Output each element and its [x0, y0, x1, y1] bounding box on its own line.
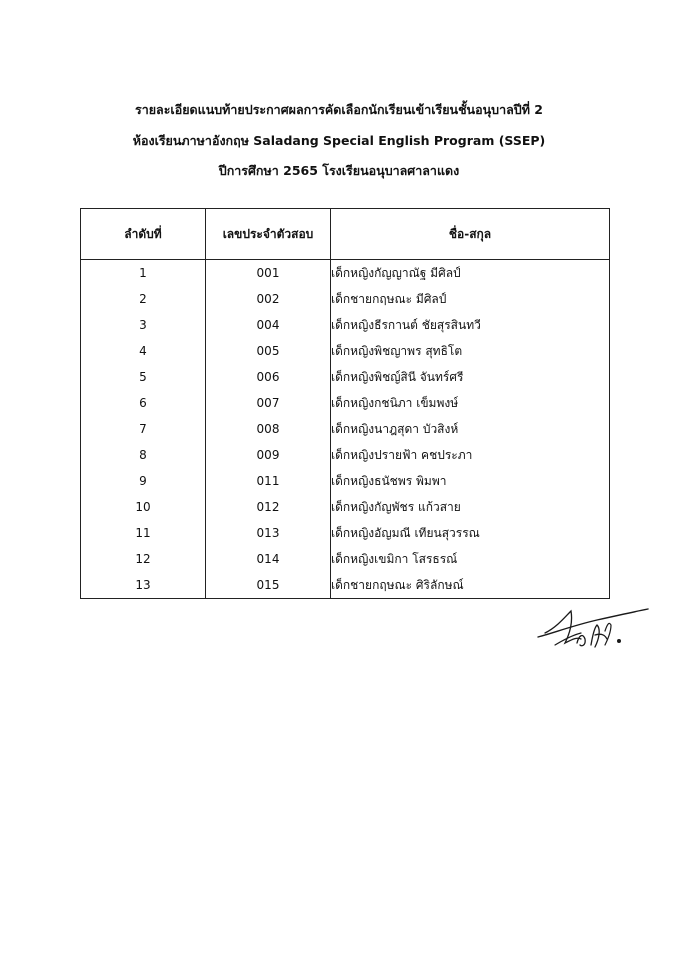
cell-order: 11 [81, 520, 206, 546]
cell-order: 2 [81, 286, 206, 312]
cell-student-name: เด็กหญิงกัญพัชร แก้วสาย [331, 494, 610, 520]
cell-student-name: เด็กหญิงกชนิภา เข็มพงษ์ [331, 390, 610, 416]
cell-student-name: เด็กหญิงเขมิกา โสรธรณ์ [331, 546, 610, 572]
cell-exam-id: 001 [206, 260, 331, 287]
cell-exam-id: 014 [206, 546, 331, 572]
cell-student-name: เด็กหญิงพิชญาพร สุทธิโต [331, 338, 610, 364]
cell-exam-id: 005 [206, 338, 331, 364]
cell-order: 7 [81, 416, 206, 442]
student-list-table [80, 208, 610, 599]
column-header-name: ชื่อ-สกุล [331, 209, 610, 260]
cell-exam-id: 011 [206, 468, 331, 494]
table-row [81, 312, 610, 338]
cell-exam-id: 004 [206, 312, 331, 338]
program-subtitle: ห้องเรียนภาษาอังกฤษ Saladang Special English Program (SSEP) [132, 133, 546, 148]
cell-student-name: เด็กหญิงพิชญ์สินี จันทร์ศรี [331, 364, 610, 390]
signature [535, 603, 650, 653]
table-row [81, 520, 610, 546]
cell-student-name: เด็กหญิงกัญญาณัฐ มีศิลป์ [331, 260, 610, 287]
cell-order: 13 [81, 572, 206, 599]
cell-student-name: เด็กหญิงนาฎสุดา บัวสิงห์ [331, 416, 610, 442]
cell-order: 1 [81, 260, 206, 287]
table-row [81, 364, 610, 390]
cell-student-name: เด็กหญิงปรายฟ้า คชประภา [331, 442, 610, 468]
cell-exam-id: 002 [206, 286, 331, 312]
cell-order: 9 [81, 468, 206, 494]
table-row [81, 286, 610, 312]
document-title: รายละเอียดแนบท้ายประกาศผลการคัดเลือกนักเรียนเข้าเรียนชั้นอนุบาลปีที่ 2 [134, 102, 543, 117]
cell-exam-id: 012 [206, 494, 331, 520]
table-body [81, 260, 610, 599]
cell-order: 4 [81, 338, 206, 364]
table-row [81, 468, 610, 494]
cell-student-name: เด็กชายกฤษณะ มีศิลป์ [331, 286, 610, 312]
table-row [81, 260, 610, 287]
table-header [81, 209, 610, 260]
table-row [81, 442, 610, 468]
table-row [81, 416, 610, 442]
cell-order: 6 [81, 390, 206, 416]
cell-order: 8 [81, 442, 206, 468]
table-row [81, 338, 610, 364]
cell-exam-id: 009 [206, 442, 331, 468]
cell-exam-id: 008 [206, 416, 331, 442]
cell-exam-id: 013 [206, 520, 331, 546]
cell-exam-id: 015 [206, 572, 331, 599]
cell-exam-id: 006 [206, 364, 331, 390]
cell-student-name: เด็กชายกฤษณะ ศิริลักษณ์ [331, 572, 610, 599]
column-header-exam-id: เลขประจำตัวสอบ [206, 209, 331, 260]
table-row [81, 390, 610, 416]
table-row [81, 494, 610, 520]
column-header-order: ลำดับที่ [81, 209, 206, 260]
cell-student-name: เด็กหญิงธนัชพร พิมพา [331, 468, 610, 494]
cell-order: 10 [81, 494, 206, 520]
academic-year-school: ปีการศึกษา 2565 โรงเรียนอนุบาลศาลาแดง [218, 163, 460, 178]
cell-order: 12 [81, 546, 206, 572]
cell-student-name: เด็กหญิงธีรกานต์ ชัยสุรสินทวี [331, 312, 610, 338]
table-row [81, 546, 610, 572]
table-header-row [81, 209, 610, 260]
cell-exam-id: 007 [206, 390, 331, 416]
cell-order: 3 [81, 312, 206, 338]
cell-order: 5 [81, 364, 206, 390]
cell-student-name: เด็กหญิงอัญมณี เทียนสุวรรณ [331, 520, 610, 546]
table-row [81, 572, 610, 599]
